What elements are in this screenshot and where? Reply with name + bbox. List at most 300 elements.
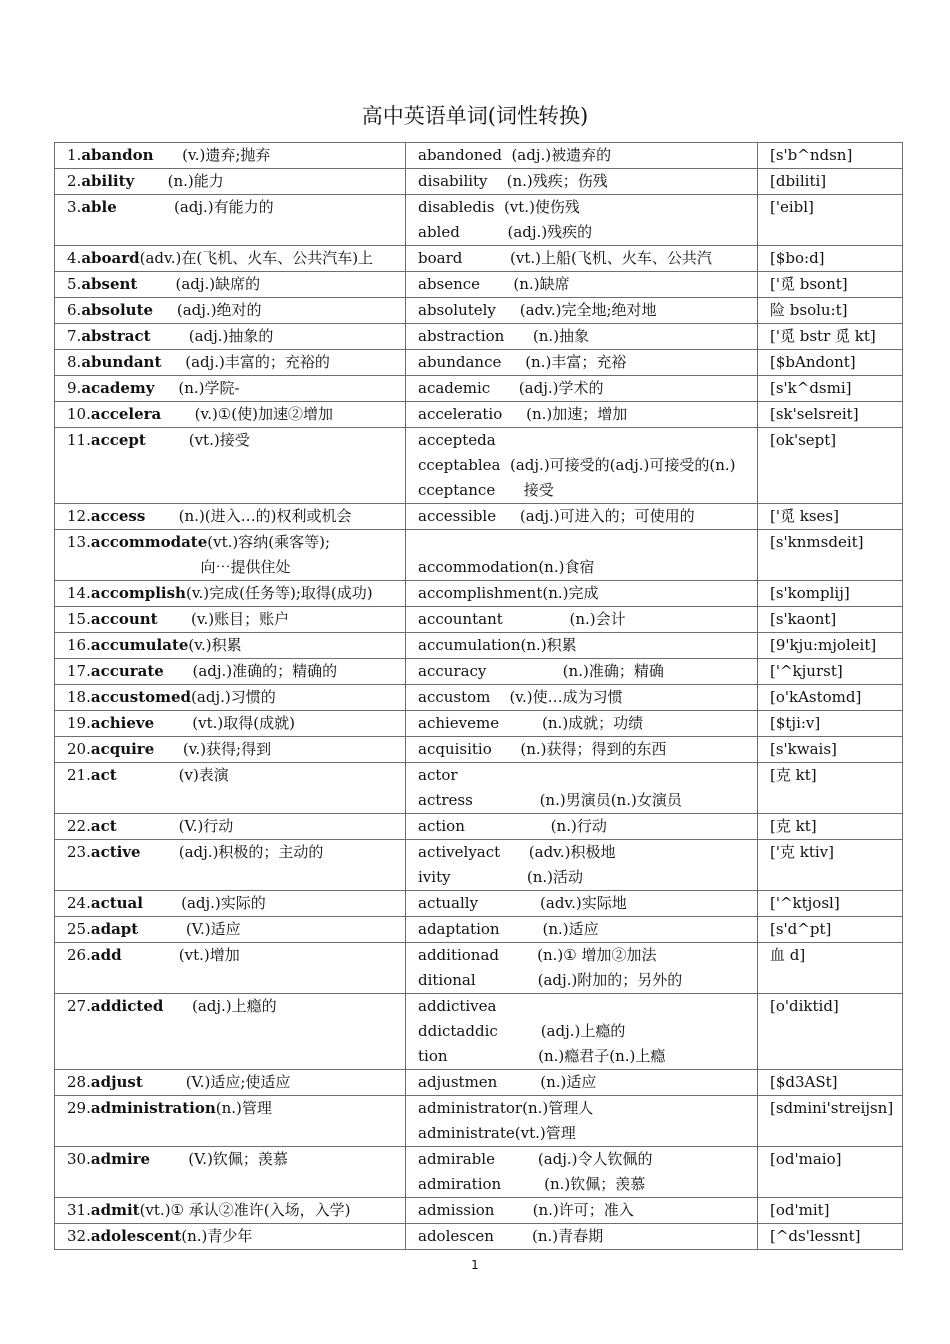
derived-forms-cell (406, 814, 758, 840)
derived-form-line: accomplishment(n.)完成 (418, 584, 599, 602)
table-row (55, 840, 903, 891)
headword-definition: (v.)遗弃;抛弃 (153, 146, 271, 164)
derived-form-line: accountant (n.)会计 (418, 610, 626, 628)
derived-form-line: actor (418, 766, 458, 784)
phonetic-cell (758, 814, 903, 840)
word-cell (55, 143, 406, 169)
headword: accommodate (90, 533, 208, 551)
derived-form-line: admission (n.)许可；准入 (418, 1201, 634, 1219)
headword-definition: (vt.)取得(成就) (154, 714, 295, 732)
phonetic-transcription: ['eibl] (770, 198, 814, 216)
entry-number: 30. (67, 1150, 91, 1168)
word-line (67, 814, 395, 839)
derived-forms-cell (406, 504, 758, 530)
headword: absent (81, 275, 138, 293)
derived-forms-cell (406, 350, 758, 376)
headword: admire (90, 1150, 151, 1168)
phonetic-transcription: [s'komplij] (770, 584, 850, 602)
word-cell (55, 917, 406, 943)
table-row (55, 814, 903, 840)
derived-form-line: abundance (n.)丰富；充裕 (418, 353, 627, 371)
derived-forms-cell (406, 246, 758, 272)
phonetic-transcription: [^ds'lessnt] (770, 1227, 861, 1245)
table-row (55, 1096, 903, 1147)
word-cell (55, 195, 406, 246)
phonetic-transcription: [sdmini'streijsn] (770, 1099, 894, 1117)
word-line (67, 530, 395, 555)
word-cell (55, 246, 406, 272)
phonetic-cell (758, 840, 903, 891)
entry-number: 3. (67, 198, 82, 216)
word-line (67, 246, 395, 271)
derived-form-line: accumulation(n.)积累 (418, 636, 577, 654)
table-row (55, 530, 903, 581)
headword: accept (90, 431, 146, 449)
derived-forms-cell (406, 994, 758, 1070)
phonetic-cell (758, 402, 903, 428)
derived-form-line: abled (adj.)残疾的 (418, 223, 593, 241)
word-cell (55, 1070, 406, 1096)
word-line (67, 402, 395, 427)
table-row (55, 195, 903, 246)
word-line (67, 737, 395, 762)
entry-number: 14. (67, 584, 91, 602)
derived-forms-cell (406, 1147, 758, 1198)
phonetic-cell (758, 350, 903, 376)
phonetic-transcription: [ok'sept] (770, 431, 837, 449)
word-line (67, 685, 395, 710)
table-row (55, 324, 903, 350)
phonetic-cell (758, 607, 903, 633)
derived-form-line: activelyact (adv.)积极地 (418, 843, 616, 861)
page-number: 1 (471, 1258, 479, 1272)
word-line (67, 504, 395, 529)
entry-number: 24. (67, 894, 91, 912)
derived-form-line: admiration (n.)钦佩；羡慕 (418, 1175, 646, 1193)
word-cell (55, 1198, 406, 1224)
phonetic-transcription: ['^kjurst] (770, 662, 843, 680)
headword: access (90, 507, 146, 525)
headword: adolescent (90, 1227, 182, 1245)
phonetic-transcription: ['觅 kses] (770, 507, 839, 525)
derived-form-line: cceptance 接受 (418, 481, 554, 499)
word-line (67, 581, 395, 606)
headword-definition: (adj.)上瘾的 (163, 997, 277, 1015)
derived-form-line: accessible (adj.)可进入的；可使用的 (418, 507, 695, 525)
headword-definition: (v.)获得;得到 (154, 740, 272, 758)
table-row (55, 1198, 903, 1224)
word-cell (55, 737, 406, 763)
derived-forms-cell (406, 840, 758, 891)
phonetic-transcription: ['克 ktiv] (770, 843, 834, 861)
phonetic-transcription: [$d3ASt] (770, 1073, 838, 1091)
phonetic-transcription: ['^ktjosl] (770, 894, 840, 912)
vocabulary-table-body (55, 143, 903, 1250)
headword: abstract (81, 327, 151, 345)
word-line (67, 324, 395, 349)
derived-form-line: administrate(vt.)管理 (418, 1124, 576, 1142)
headword-definition: (V.)适应 (138, 920, 241, 938)
derived-forms-cell (406, 917, 758, 943)
phonetic-cell (758, 1224, 903, 1250)
derived-forms-cell (406, 376, 758, 402)
entry-number: 17. (67, 662, 91, 680)
word-line (67, 350, 395, 375)
derived-form-line: actress (n.)男演员(n.)女演员 (418, 791, 682, 809)
derived-form-line: adjustmen (n.)适应 (418, 1073, 597, 1091)
phonetic-cell (758, 763, 903, 814)
word-cell (55, 814, 406, 840)
phonetic-transcription: [s'd^pt] (770, 920, 832, 938)
derived-forms-cell (406, 324, 758, 350)
headword-definition: (adj.)抽象的 (150, 327, 274, 345)
word-cell (55, 402, 406, 428)
headword: admit (90, 1201, 140, 1219)
word-line (67, 994, 395, 1019)
word-line (67, 917, 395, 942)
derived-form-line: ddictaddic (adj.)上瘾的 (418, 1022, 626, 1040)
headword: achieve (90, 714, 155, 732)
derived-forms-cell (406, 402, 758, 428)
word-line (67, 195, 395, 220)
headword: accustomed (90, 688, 192, 706)
entry-number: 28. (67, 1073, 91, 1091)
table-row (55, 917, 903, 943)
derived-form-line: ivity (n.)活动 (418, 868, 583, 886)
vocabulary-table (54, 142, 903, 1250)
word-cell (55, 376, 406, 402)
derived-form-line: ditional (adj.)附加的；另外的 (418, 971, 683, 989)
word-line (67, 143, 395, 168)
headword-definition: (vt.)接受 (145, 431, 250, 449)
derived-form-line: acceleratio (n.)加速；增加 (418, 405, 628, 423)
word-line (67, 376, 395, 401)
phonetic-transcription: [$tji:v] (770, 714, 821, 732)
phonetic-cell (758, 246, 903, 272)
derived-forms-cell (406, 891, 758, 917)
table-row (55, 428, 903, 504)
headword: accurate (90, 662, 164, 680)
headword-definition: (adj.)积极的；主动的 (140, 843, 324, 861)
derived-form-line: accommodation(n.)食宿 (418, 558, 595, 576)
phonetic-cell (758, 943, 903, 994)
entry-number: 27. (67, 997, 91, 1015)
phonetic-cell (758, 737, 903, 763)
headword-definition: (adj.)绝对的 (153, 301, 262, 319)
phonetic-cell (758, 376, 903, 402)
headword-definition: (adj.)有能力的 (116, 198, 274, 216)
phonetic-cell (758, 1096, 903, 1147)
word-cell (55, 840, 406, 891)
headword: ability (81, 172, 135, 190)
headword-definition: (V.)适应;使适应 (142, 1073, 291, 1091)
word-cell (55, 324, 406, 350)
table-row (55, 581, 903, 607)
headword-definition: (vt.)容纳(乘客等); (207, 533, 331, 551)
table-row (55, 607, 903, 633)
phonetic-cell (758, 1070, 903, 1096)
derived-forms-cell (406, 659, 758, 685)
entry-number: 20. (67, 740, 91, 758)
entry-number: 7. (67, 327, 82, 345)
word-line (67, 891, 395, 916)
derived-form-line: abandoned (adj.)被遗弃的 (418, 146, 612, 164)
headword-definition: (v.)①(使)加速②增加 (161, 405, 333, 423)
derived-form-line: actually (adv.)实际地 (418, 894, 627, 912)
headword: academy (81, 379, 155, 397)
headword-definition: (n.)管理 (215, 1099, 272, 1117)
derived-form-line: adaptation (n.)适应 (418, 920, 599, 938)
derived-form-line: accuracy (n.)准确；精确 (418, 662, 664, 680)
phonetic-transcription: [s'kwais] (770, 740, 837, 758)
derived-forms-cell (406, 298, 758, 324)
entry-number: 25. (67, 920, 91, 938)
word-line (67, 1070, 395, 1095)
entry-number: 2. (67, 172, 82, 190)
headword: adapt (90, 920, 139, 938)
phonetic-transcription: [克 kt] (770, 817, 817, 835)
headword-definition: (adj.)准确的；精确的 (163, 662, 338, 680)
derived-forms-cell (406, 530, 758, 581)
derived-forms-cell (406, 1096, 758, 1147)
headword: add (90, 946, 122, 964)
word-line (67, 272, 395, 297)
phonetic-transcription: [od'mit] (770, 1201, 830, 1219)
table-row (55, 298, 903, 324)
headword: act (90, 817, 117, 835)
headword: addicted (90, 997, 164, 1015)
table-row (55, 246, 903, 272)
phonetic-transcription: [sk'selsreit] (770, 405, 859, 423)
word-cell (55, 994, 406, 1070)
phonetic-cell (758, 143, 903, 169)
word-cell (55, 169, 406, 195)
table-row (55, 1224, 903, 1250)
phonetic-cell (758, 298, 903, 324)
phonetic-cell (758, 195, 903, 246)
phonetic-cell (758, 685, 903, 711)
headword: abundant (81, 353, 162, 371)
word-cell (55, 350, 406, 376)
entry-number: 6. (67, 301, 82, 319)
word-line (67, 840, 395, 865)
phonetic-cell (758, 917, 903, 943)
table-row (55, 994, 903, 1070)
phonetic-cell (758, 659, 903, 685)
headword-definition: (v.)完成(任务等);取得(成功) (185, 584, 373, 602)
headword-definition: (adj.)丰富的；充裕的 (161, 353, 330, 371)
table-row (55, 143, 903, 169)
word-cell (55, 272, 406, 298)
table-row (55, 350, 903, 376)
phonetic-cell (758, 324, 903, 350)
headword-definition: (n.)(进入…的)权利或机会 (145, 507, 352, 525)
word-cell (55, 763, 406, 814)
table-row (55, 402, 903, 428)
headword: account (90, 610, 158, 628)
entry-number: 22. (67, 817, 91, 835)
headword-definition: (adj.)实际的 (142, 894, 266, 912)
headword: abandon (81, 146, 154, 164)
headword: accumulate (90, 636, 189, 654)
derived-form-line: achieveme (n.)成就；功绩 (418, 714, 644, 732)
derived-form-line: addictivea (418, 997, 497, 1015)
word-line (67, 1147, 395, 1172)
headword: absolute (81, 301, 154, 319)
word-line (67, 943, 395, 968)
entry-number: 9. (67, 379, 82, 397)
word-cell (55, 1096, 406, 1147)
entry-number: 32. (67, 1227, 91, 1245)
phonetic-cell (758, 272, 903, 298)
headword-definition: (n.)能力 (134, 172, 224, 190)
entry-number: 8. (67, 353, 82, 371)
page-title: 高中英语单词(词性转换) (361, 104, 589, 128)
derived-form-line: additionad (n.)① 增加②加法 (418, 946, 657, 964)
table-row (55, 685, 903, 711)
derived-forms-cell (406, 272, 758, 298)
word-cell (55, 530, 406, 581)
derived-forms-cell (406, 685, 758, 711)
word-line (67, 607, 395, 632)
headword: administration (90, 1099, 216, 1117)
entry-number: 1. (67, 146, 82, 164)
headword: adjust (90, 1073, 143, 1091)
headword-definition: (n.)青少年 (181, 1227, 253, 1245)
headword: accelera (90, 405, 162, 423)
derived-forms-cell (406, 711, 758, 737)
entry-number: 23. (67, 843, 91, 861)
phonetic-cell (758, 1198, 903, 1224)
derived-forms-cell (406, 943, 758, 994)
phonetic-transcription: [s'k^dsmi] (770, 379, 852, 397)
phonetic-cell (758, 711, 903, 737)
phonetic-cell (758, 1147, 903, 1198)
headword-definition: (vt.)增加 (121, 946, 240, 964)
word-line (67, 763, 395, 788)
headword: acquire (90, 740, 155, 758)
phonetic-cell (758, 633, 903, 659)
derived-forms-cell (406, 1224, 758, 1250)
word-line (67, 298, 395, 323)
entry-number: 15. (67, 610, 91, 628)
headword-definition: (V.)钦佩；羡慕 (150, 1150, 288, 1168)
phonetic-cell (758, 428, 903, 504)
derived-form-line: academic (adj.)学术的 (418, 379, 604, 397)
derived-form-line: disabledis (vt.)使伤残 (418, 198, 580, 216)
headword-definition: (v.)账目；账户 (157, 610, 290, 628)
derived-forms-cell (406, 607, 758, 633)
derived-form-line: adolescen (n.)青春期 (418, 1227, 604, 1245)
phonetic-cell (758, 581, 903, 607)
phonetic-transcription: [o'kAstomd] (770, 688, 862, 706)
table-row (55, 1147, 903, 1198)
headword: accomplish (90, 584, 186, 602)
derived-forms-cell (406, 737, 758, 763)
headword-definition: (v)表演 (116, 766, 229, 784)
derived-forms-cell (406, 195, 758, 246)
entry-number: 16. (67, 636, 91, 654)
entry-number: 10. (67, 405, 91, 423)
phonetic-transcription: [s'kaont] (770, 610, 837, 628)
derived-form-line: accepteda (418, 431, 496, 449)
word-cell (55, 633, 406, 659)
headword-definition: (v.)积累 (188, 636, 242, 654)
phonetic-cell (758, 891, 903, 917)
word-line (67, 1224, 395, 1249)
table-row (55, 272, 903, 298)
phonetic-transcription: [克 kt] (770, 766, 817, 784)
headword-definition: (adj.)习惯的 (191, 688, 276, 706)
entry-number: 13. (67, 533, 91, 551)
phonetic-cell (758, 994, 903, 1070)
headword: aboard (81, 249, 140, 267)
headword-definition-continued: 向⋯提供住处 (67, 558, 291, 576)
entry-number: 12. (67, 507, 91, 525)
derived-form-line: absolutely (adv.)完全地;绝对地 (418, 301, 657, 319)
phonetic-transcription: [s'b^ndsn] (770, 146, 853, 164)
phonetic-transcription: [$bAndont] (770, 353, 856, 371)
derived-forms-cell (406, 143, 758, 169)
entry-number: 29. (67, 1099, 91, 1117)
word-cell (55, 659, 406, 685)
word-line (67, 711, 395, 736)
phonetic-transcription: 险 bsolu:t] (770, 301, 848, 319)
word-cell (55, 711, 406, 737)
derived-form-line: accustom (v.)使…成为习惯 (418, 688, 623, 706)
word-line (67, 659, 395, 684)
derived-form-line: action (n.)行动 (418, 817, 607, 835)
table-row (55, 504, 903, 530)
phonetic-transcription: ['觅 bstr 觅 kt] (770, 327, 876, 345)
table-row (55, 891, 903, 917)
word-cell (55, 504, 406, 530)
phonetic-transcription: [9'kju:mjoleit] (770, 636, 877, 654)
table-row (55, 633, 903, 659)
table-row (55, 943, 903, 994)
word-cell (55, 428, 406, 504)
headword: act (90, 766, 117, 784)
word-cell (55, 581, 406, 607)
entry-number: 4. (67, 249, 82, 267)
table-row (55, 1070, 903, 1096)
headword-definition: (adj.)缺席的 (137, 275, 261, 293)
word-line (67, 169, 395, 194)
word-cell (55, 891, 406, 917)
word-line (67, 1198, 395, 1223)
headword: actual (90, 894, 143, 912)
table-row (55, 376, 903, 402)
word-line (67, 633, 395, 658)
phonetic-transcription: ['觅 bsont] (770, 275, 848, 293)
entry-number: 5. (67, 275, 82, 293)
headword: active (90, 843, 141, 861)
word-cell (55, 1224, 406, 1250)
derived-forms-cell (406, 169, 758, 195)
table-row (55, 737, 903, 763)
derived-form-line: tion (n.)瘾君子(n.)上瘾 (418, 1047, 666, 1065)
derived-form-line: admirable (adj.)令人钦佩的 (418, 1150, 653, 1168)
phonetic-cell (758, 530, 903, 581)
derived-forms-cell (406, 633, 758, 659)
derived-forms-cell (406, 1070, 758, 1096)
derived-forms-cell (406, 763, 758, 814)
derived-form-line: absence (n.)缺席 (418, 275, 570, 293)
word-cell (55, 298, 406, 324)
word-line (67, 428, 395, 453)
derived-form-line: acquisitio (n.)获得；得到的东西 (418, 740, 667, 758)
headword-definition: (vt.)① 承认②准许(入场，入学) (139, 1201, 351, 1219)
